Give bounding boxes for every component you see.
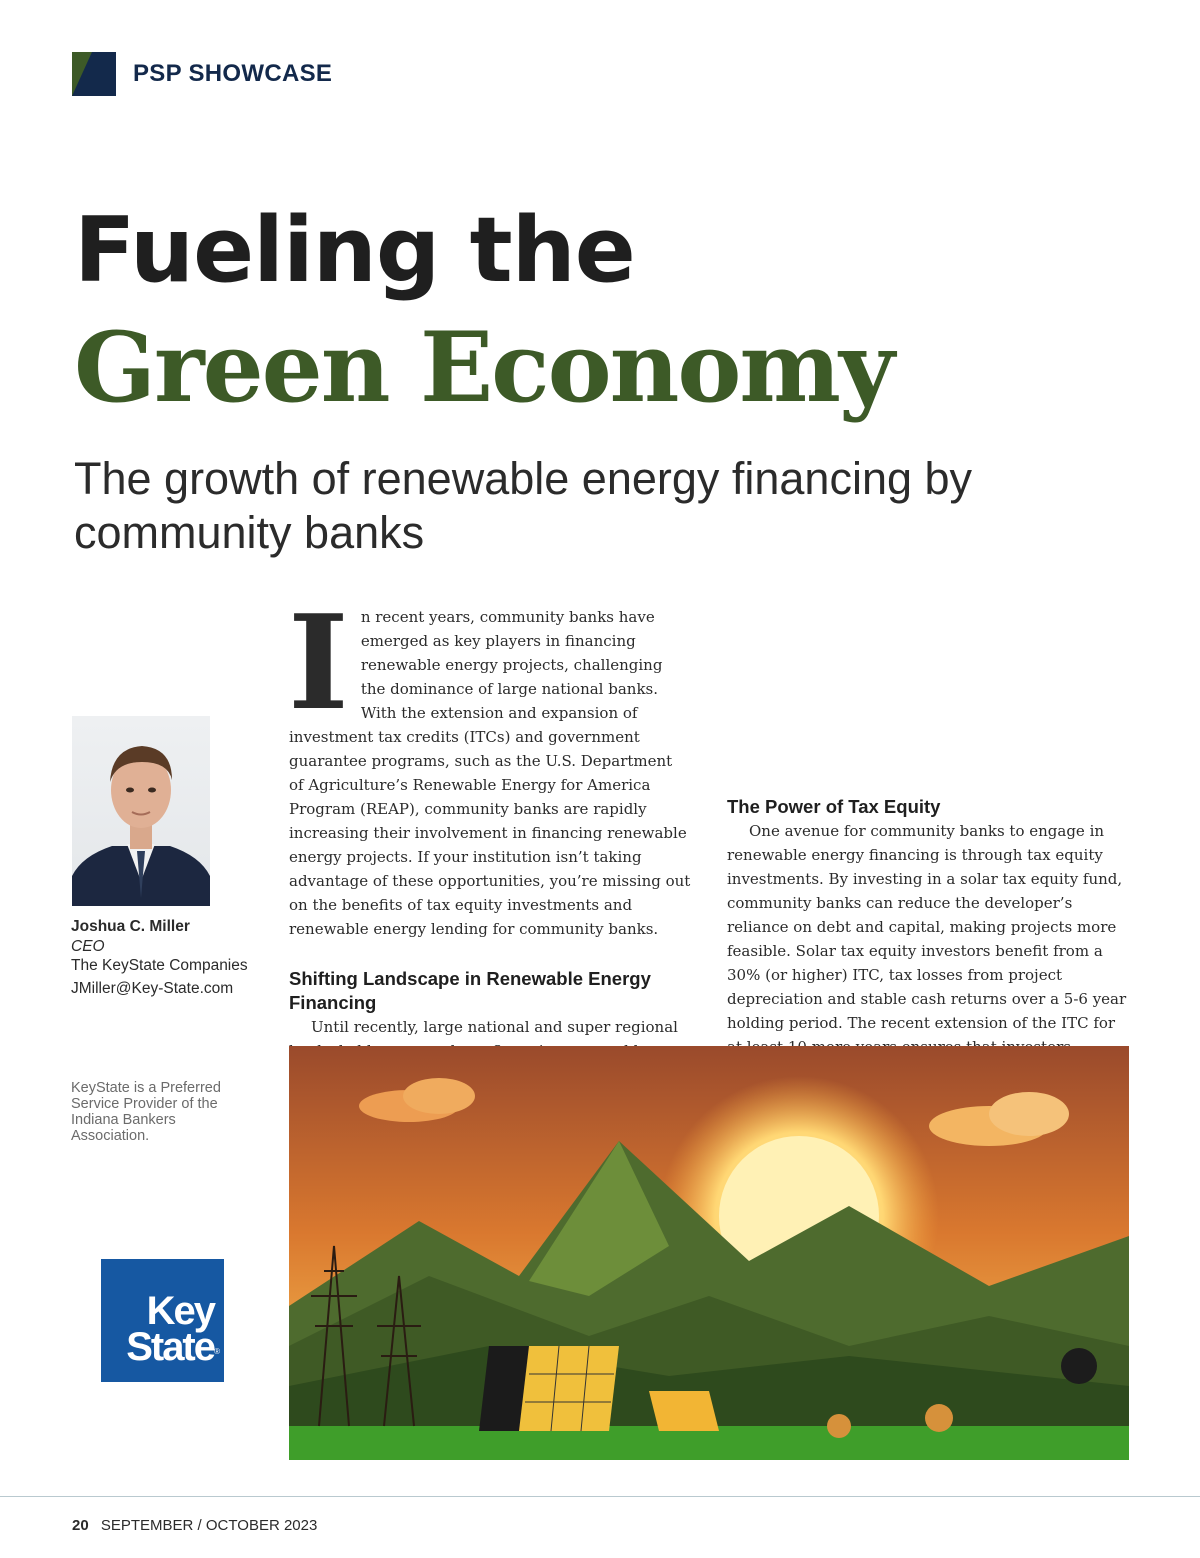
author-email[interactable]: JMiller@Key-State.com <box>71 979 234 997</box>
intro-text: n recent years, community banks have emerged as key players in financing renewable energy projects, challenging the dominance of large national banks. With the extension and expansion of investment tax credits (ITCs) and government guarantee programs, such as the U.S. Department of Agriculture’s Renewable Energy for America Program (REAP), community banks are rapidly increasing their involvement in financing renewable energy projects. If your institution isn’t taking advantage of these opportunities, you’re missing out on the benefits of tax equity investments and renewable energy lending for community banks. <box>289 608 691 938</box>
article-column-2 <box>727 605 1129 1059</box>
footer-rule <box>0 1496 1200 1497</box>
tax-equity-paragraph: One avenue for community banks to engage in renewable energy financing is through tax equity investments. By investing in a solar tax equity fund, community banks can reduce the developer’s reliance on debt and capital, making projects more feasible. Solar tax equity investors benefit from a 30% (or higher) ITC, tax losses from project depreciation and stable cash returns over a 5-6 year holding period. The recent extension of the ITC for <box>727 822 1127 1032</box>
section-marker-icon <box>72 52 116 96</box>
psp-note: KeyState is a Preferred Service Provider of the Indiana Bankers Association. <box>71 1080 221 1144</box>
issue-label: SEPTEMBER / OCTOBER 2023 <box>100 1517 318 1534</box>
logo-line1: Key <box>146 1289 214 1333</box>
intro-paragraph <box>288 586 691 941</box>
page-number: 20 <box>72 1517 89 1534</box>
section-heading-tax-equity: The Power of Tax Equity <box>727 796 941 817</box>
logo-registered-mark: ® <box>214 1347 220 1356</box>
author-name: Joshua C. Miller <box>71 918 190 935</box>
page-title-line1: Fueling the <box>74 198 635 303</box>
shifting-landscape-paragraph: Until recently, large national and super regional <box>311 1018 678 1036</box>
author-company: The KeyState Companies <box>71 957 248 974</box>
section-tag <box>72 52 332 96</box>
section-heading-shifting-landscape: Shifting Landscape in Renewable Energy Financing <box>289 968 651 1013</box>
hero-illustration <box>289 1046 1129 1460</box>
section-label: PSP SHOWCASE <box>133 60 333 87</box>
page-footer <box>72 1517 317 1534</box>
author-role: CEO <box>71 937 105 955</box>
drop-cap: I <box>288 586 349 739</box>
keystate-logo <box>101 1259 224 1382</box>
author-info <box>71 917 271 998</box>
page-subtitle: The growth of renewable energy financing by community banks <box>74 453 973 558</box>
page-title-line2: Green Economy <box>74 311 893 424</box>
logo-line2: State <box>126 1325 214 1369</box>
author-photo <box>72 716 210 906</box>
